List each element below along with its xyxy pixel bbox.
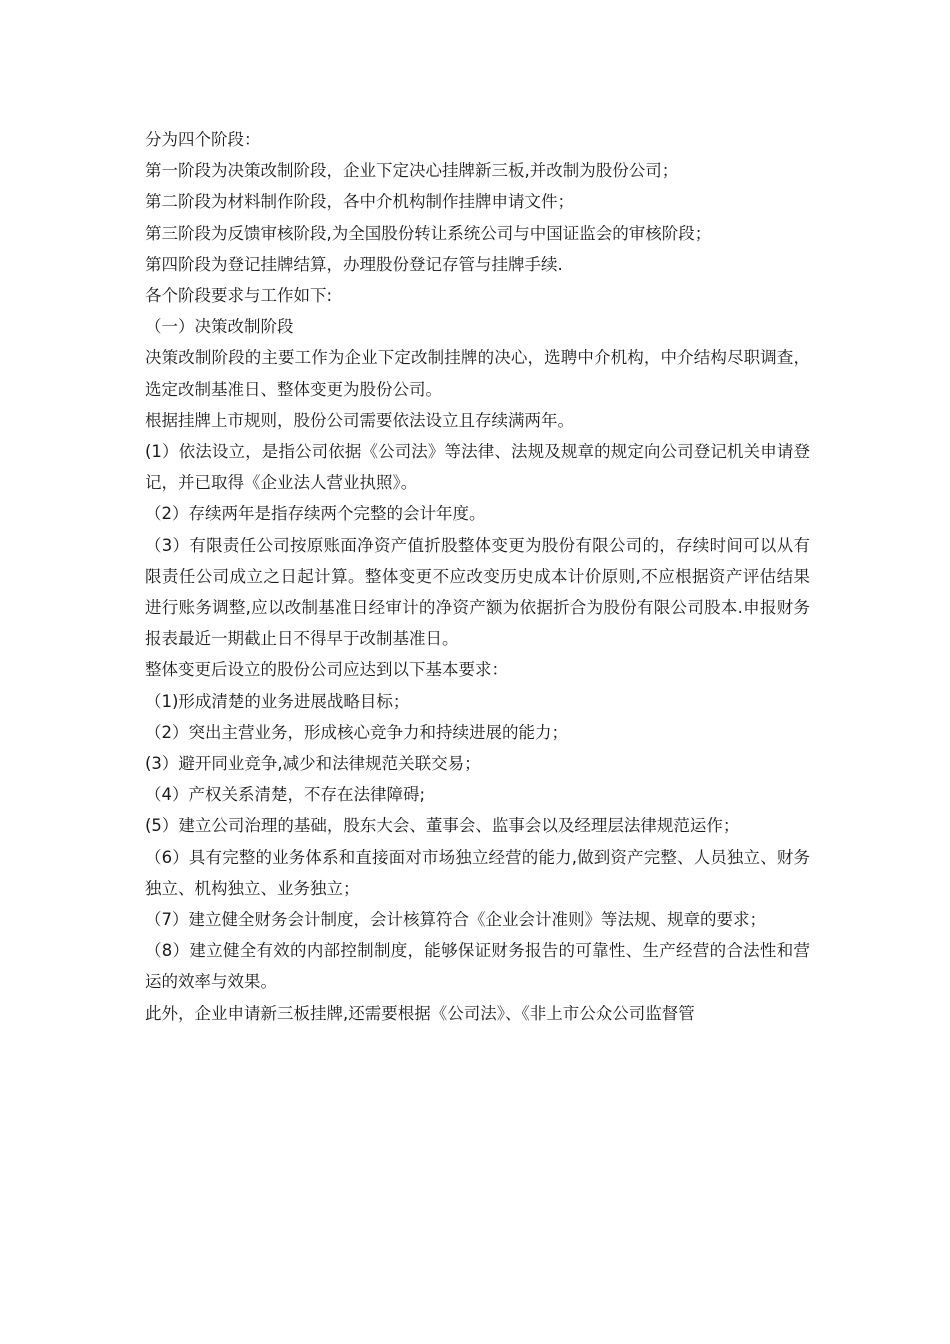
- requirement-item-5: (5）建立公司治理的基础，股东大会、董事会、监事会以及经理层法律规范运作；: [145, 816, 740, 836]
- requirement-item-6: （6）具有完整的业务体系和直接面对市场独立经营的能力,做到资产完整、人员独立、财务独立、机构独立、业务独立；: [145, 847, 810, 898]
- document-body: [145, 124, 810, 1029]
- requirement-item-4: （4）产权关系清楚，不存在法律障碍;: [145, 785, 426, 805]
- paragraph-requirements-intro: 各个阶段要求与工作如下:: [145, 286, 333, 306]
- requirement-item-2: （2）突出主营业务，形成核心竞争力和持续进展的能力；: [145, 722, 568, 742]
- list-item-1: (1）依法设立，是指公司依据《公司法》等法律、法规及规章的规定向公司登记机关申请登记，并已取得《企业法人营业执照》。: [145, 442, 810, 493]
- requirement-item-8: （8）建立健全有效的内部控制制度，能够保证财务报告的可靠性、生产经营的合法性和营运的效率与效果。: [145, 941, 810, 992]
- paragraph-intro: 分为四个阶段：: [145, 130, 261, 149]
- requirement-item-3: (3）避开同业竞争,减少和法律规范关联交易；: [145, 754, 481, 774]
- paragraph-decision-work: 决策改制阶段的主要工作为企业下定改制挂牌的决心，选聘中介机构，中介结构尽职调查，选定改制基准日、整体变更为股份公司。: [145, 348, 810, 399]
- paragraph-stage-3: 第三阶段为反馈审核阶段,为全国股份转让系统公司与中国证监会的审核阶段；: [145, 223, 712, 243]
- paragraph-listing-rules: 根据挂牌上市规则，股份公司需要依法设立且存续满两年。: [145, 410, 574, 430]
- paragraph-stage-2: 第二阶段为材料制作阶段，各中介机构制作挂牌申请文件；: [145, 192, 574, 212]
- list-item-3: （3）有限责任公司按原账面净资产值折股整体变更为股份有限公司的，存续时间可以从有限责任公司成立之日起计算。整体变更不应改变历史成本计价原则,不应根据资产评估结果进行账务调整,应以改制基准日经审计的净资产额为依据折合为股份有限公司股本.申报财务报表最近一期截止日不得早于改制基准日。: [145, 535, 810, 649]
- paragraph-stage-1: 第一阶段为决策改制阶段，企业下定决心挂牌新三板,并改制为股份公司；: [145, 161, 679, 181]
- paragraph-basic-requirements: 整体变更后设立的股份公司应达到以下基本要求：: [145, 660, 508, 680]
- paragraph-stage-4: 第四阶段为登记挂牌结算，办理股份登记存管与挂牌手续.: [145, 254, 563, 274]
- paragraph-additional: 此外，企业申请新三板挂牌,还需要根据《公司法》、《非上市公众公司监督管: [145, 1003, 695, 1023]
- section-heading-decision: （一）决策改制阶段: [145, 317, 294, 337]
- list-item-2: （2）存续两年是指存续两个完整的会计年度。: [145, 504, 486, 524]
- requirement-item-7: （7）建立健全财务会计制度，会计核算符合《企业会计准则》等法规、规章的要求；: [145, 910, 766, 930]
- requirement-item-1: （1)形成清楚的业务进展战略目标；: [145, 691, 410, 711]
